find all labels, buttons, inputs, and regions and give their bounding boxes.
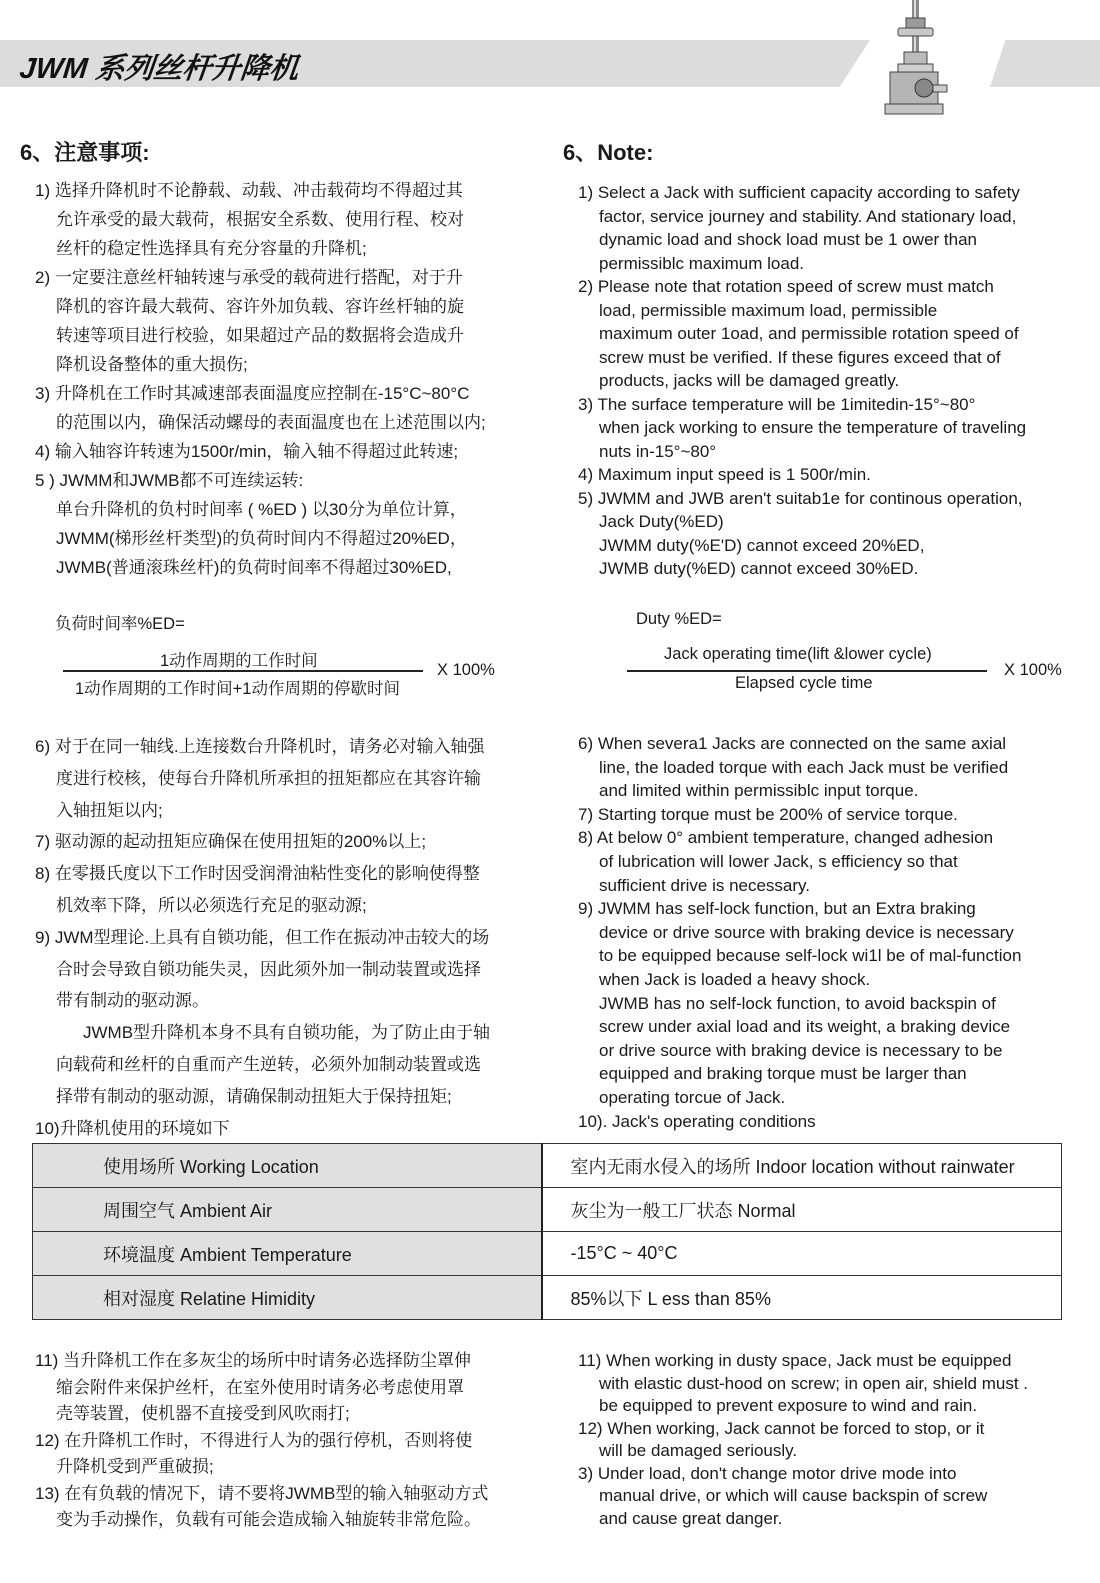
note-item [35, 1348, 488, 1428]
note-line: 2) Please note that rotation speed of screw must match [578, 277, 994, 296]
note-line: 9) JWMM has self-lock function, but an Extra braking [578, 899, 976, 919]
note-line: 7) 驱动源的起动扭矩应确保在使用扭矩的200%以上; [35, 832, 427, 852]
table-row [33, 1276, 1062, 1320]
note-item [578, 275, 1026, 393]
note-line: sufficient drive is necessary. [599, 875, 811, 895]
note-line: 带有制动的驱动源。 [56, 991, 209, 1011]
note-line: screw under axial load and its weight, a braking device [599, 1017, 1011, 1037]
note-line: 转速等项目进行校验，如果超过产品的数据将会造成升 [56, 326, 464, 345]
note-line: 的范围以内，确保活动螺母的表面温度也在上述范围以内; [56, 413, 486, 432]
note-line: 12) When working, Jack cannot be forced to stop, or it [578, 1418, 985, 1438]
note-line: JWMB duty(%ED) cannot exceed 30%ED. [599, 559, 919, 578]
note-line: 入轴扭矩以内; [56, 800, 163, 820]
right-formula-numerator: Jack operating time(lift &lower cycle) [664, 645, 932, 663]
note-item [578, 1110, 1021, 1134]
header-band-right [990, 40, 1100, 87]
note-line: 9) JWM型理论.上具有自锁功能，但工作在振动冲击较大的场 [35, 927, 490, 947]
note-item [35, 922, 490, 1017]
note-item [578, 463, 1026, 487]
left-notes-1 [35, 176, 486, 582]
note-line: and cause great danger. [599, 1508, 783, 1528]
note-item [578, 826, 1021, 897]
note-line: 单台升降机的负村时间率 ( %ED ) 以30分为单位计算， [56, 500, 467, 519]
env-label: 周围空气 Ambient Air [33, 1188, 542, 1232]
note-line: 4) Maximum input speed is 1 500r/min. [578, 465, 871, 484]
note-item [578, 487, 1026, 581]
left-notes-2 [35, 731, 490, 1144]
env-value: -15°C ~ 40°C [542, 1232, 1062, 1276]
right-formula-denominator: Elapsed cycle time [735, 674, 873, 692]
note-line: load, permissible maximum load, permissible [599, 300, 938, 320]
note-line: 1) Select a Jack with sufficient capacity according to safety [578, 183, 1020, 202]
note-line: or drive source with braking device is necessary to be [599, 1040, 1003, 1060]
right-formula-multiplier: X 100% [1004, 661, 1062, 679]
note-line: will be damaged seriously. [599, 1441, 798, 1460]
note-line: products, jacks will be damaged greatly. [599, 371, 900, 390]
left-fraction-bar [63, 670, 423, 672]
note-line: 8) At below 0° ambient temperature, changed adhesion [578, 828, 994, 848]
note-line: JWMM duty(%E'D) cannot exceed 20%ED, [599, 535, 925, 555]
note-line: when jack working to ensure the temperature of traveling [599, 418, 1027, 437]
table-row [33, 1232, 1062, 1276]
note-line: 12) 在升降机工作时，不得进行人为的强行停机，否则将使 [35, 1430, 473, 1450]
table-row [33, 1188, 1062, 1232]
note-line: 择带有制动的驱动源，请确保制动扭矩大于保持扭矩; [56, 1086, 452, 1106]
note-item [35, 1017, 490, 1112]
note-line: 壳等装置，使机器不直接受到风吹雨打; [56, 1404, 350, 1423]
page-title: JWM 系列丝杆升降机 [18, 53, 301, 85]
note-item [578, 1418, 1028, 1463]
note-line: 缩会附件来保护丝杆，在室外使用时请务必考虑使用罩 [56, 1377, 464, 1397]
note-line: to be equipped because self-lock wi1l be of mal-function [599, 946, 1022, 966]
note-item [35, 826, 490, 858]
note-item [578, 181, 1026, 275]
env-label: 相对湿度 Relatine Himidity [33, 1276, 542, 1320]
env-label: 使用场所 Working Location [33, 1144, 542, 1188]
note-line: 变为手动操作，负载有可能会造成输入轴旋转非常危险。 [56, 1510, 481, 1529]
note-line: 4) 输入轴容许转速为1500r/min，输入轴不得超过此转速; [35, 442, 459, 461]
note-line: 6) 对于在同一轴线.上连接数台升降机时，请务必对输入轴强 [35, 737, 485, 756]
note-line: equipped and braking torque must be larger than [599, 1064, 967, 1084]
note-item [578, 393, 1026, 464]
screw-jack-illustration [868, 0, 963, 118]
note-line: 度进行校核，使每台升降机所承担的扭矩都应在其容许输 [56, 768, 481, 788]
note-line: JWMB(普通滚珠丝杆)的负荷时间率不得超过30%ED, [56, 558, 452, 577]
note-line: screw must be verified. If these figures exceed that of [599, 347, 1001, 367]
note-line: 7) Starting torque must be 200% of service torque. [578, 804, 958, 824]
note-line: 2) 一定要注意丝杆轴转速与承受的载荷进行搭配，对于升 [35, 268, 463, 287]
note-line: JWMB型升降机本身不具有自锁功能，为了防止由于轴 [83, 1023, 491, 1043]
note-line: 10)升降机使用的环境如下 [35, 1118, 230, 1138]
note-line: 11) When working in dusty space, Jack must be equipped [578, 1351, 1012, 1370]
note-line: manual drive, or which will cause backspin of screw [599, 1486, 988, 1505]
note-line: 3) Under load, don't change motor drive mode into [578, 1463, 957, 1483]
note-line: 3) The surface temperature will be 1imitedin-15°~80° [578, 394, 976, 414]
note-item [35, 1481, 488, 1534]
note-line: 3) 升降机在工作时其减速部表面温度应控制在-15°C~80°C [35, 384, 470, 403]
note-line: be equipped to prevent exposure to wind and rain. [599, 1396, 978, 1415]
right-notes-1 [578, 181, 1026, 581]
note-item [578, 897, 1021, 1109]
note-line: JWMB has no self-lock function, to avoid backspin of [599, 993, 996, 1013]
note-line: 11) 当升降机工作在多灰尘的场所中时请务必选择防尘罩伸 [35, 1351, 472, 1370]
env-value: 灰尘为一般工厂状态 Normal [542, 1188, 1062, 1232]
note-item [35, 731, 490, 826]
note-line: 8) 在零摄氏度以下工作时因受润滑油粘性变化的影响使得整 [35, 864, 480, 884]
note-item [35, 263, 486, 379]
right-notes-3 [578, 1350, 1028, 1530]
note-item [35, 379, 486, 437]
note-item [35, 176, 486, 263]
left-notes-3 [35, 1348, 488, 1534]
right-formula-label: Duty %ED= [636, 610, 722, 628]
right-heading: 6、Note: [563, 140, 654, 165]
note-line: 升降机受到严重破损; [56, 1457, 214, 1476]
note-line: 向载荷和丝杆的自重而产生逆转，必须外加制动装置或选 [56, 1054, 481, 1074]
note-line: of lubrication will lower Jack, s efficiency so that [599, 851, 958, 871]
left-heading: 6、注意事项: [20, 140, 150, 165]
left-formula-label: 负荷时间率%ED= [55, 615, 185, 633]
note-line: device or drive source with braking device is necessary [599, 922, 1014, 942]
note-line: 降机设备整体的重大损伤; [56, 355, 248, 374]
note-line: JWMM(梯形丝杆类型)的负荷时间内不得超过20%ED， [56, 529, 467, 548]
environment-table [32, 1143, 1062, 1320]
table-row [33, 1144, 1062, 1188]
note-line: and limited within permissiblc input torque. [599, 781, 919, 801]
note-item [578, 1463, 1028, 1531]
note-item [578, 1350, 1028, 1418]
note-line: factor, service journey and stability. And stationary load, [599, 206, 1017, 226]
note-item [35, 437, 486, 466]
note-line: maximum outer 1oad, and permissible rotation speed of [599, 324, 1019, 343]
note-line: 1) 选择升降机时不论静载、动载、冲击载荷均不得超过其 [35, 181, 463, 200]
env-value: 室内无雨水侵入的场所 Indoor location without rainwater [542, 1144, 1062, 1188]
note-line: 降机的容许最大载荷、容许外加负载、容许丝杆轴的旋 [56, 297, 464, 316]
note-item [35, 1113, 490, 1145]
note-line: 允许承受的最大载荷，根据安全系数、使用行程、校对 [56, 210, 464, 229]
note-line: nuts in-15°~80° [599, 441, 717, 461]
note-line: 合时会导致自锁功能失灵，因此须外加一制动装置或选择 [56, 959, 481, 979]
note-line: dynamic load and shock load must be 1 ower than [599, 230, 978, 249]
left-formula-multiplier: X 100% [437, 661, 495, 679]
note-line: 丝杆的稳定性选择具有充分容量的升降机; [56, 239, 367, 258]
note-line: 13) 在有负载的情况下，请不要将JWMB型的输入轴驱动方式 [35, 1483, 489, 1503]
right-fraction-bar [627, 670, 987, 672]
note-line: 5 ) JWMM和JWMB都不可连续运转: [35, 471, 304, 490]
note-line: 机效率下降，所以必须选行充足的驱动源; [56, 895, 367, 915]
note-line: 5) JWMM and JWB aren't suitab1e for continous operation, [578, 488, 1023, 508]
note-line: Jack Duty(%ED) [599, 512, 724, 531]
note-line: line, the loaded torque with each Jack must be verified [599, 757, 1009, 777]
note-line: permissiblc maximum load. [599, 253, 804, 273]
note-line: with elastic dust-hood on screw; in open air, shield must . [599, 1373, 1028, 1393]
note-line: 10). Jack's operating conditions [578, 1111, 816, 1131]
env-label: 环境温度 Ambient Temperature [33, 1232, 542, 1276]
note-item [35, 858, 490, 922]
note-item [578, 732, 1021, 803]
left-formula-denominator: 1动作周期的工作时间+1动作周期的停歇时间 [75, 680, 400, 698]
env-value: 85%以下 L ess than 85% [542, 1276, 1062, 1320]
note-item [35, 466, 486, 582]
note-line: when Jack is loaded a heavy shock. [599, 969, 871, 989]
note-line: 6) When severa1 Jacks are connected on the same axial [578, 734, 1007, 753]
note-line: operating torcue of Jack. [599, 1087, 786, 1107]
note-item [578, 803, 1021, 827]
note-item [35, 1428, 488, 1481]
left-formula-numerator: 1动作周期的工作时间 [160, 652, 318, 670]
right-notes-2 [578, 732, 1021, 1133]
